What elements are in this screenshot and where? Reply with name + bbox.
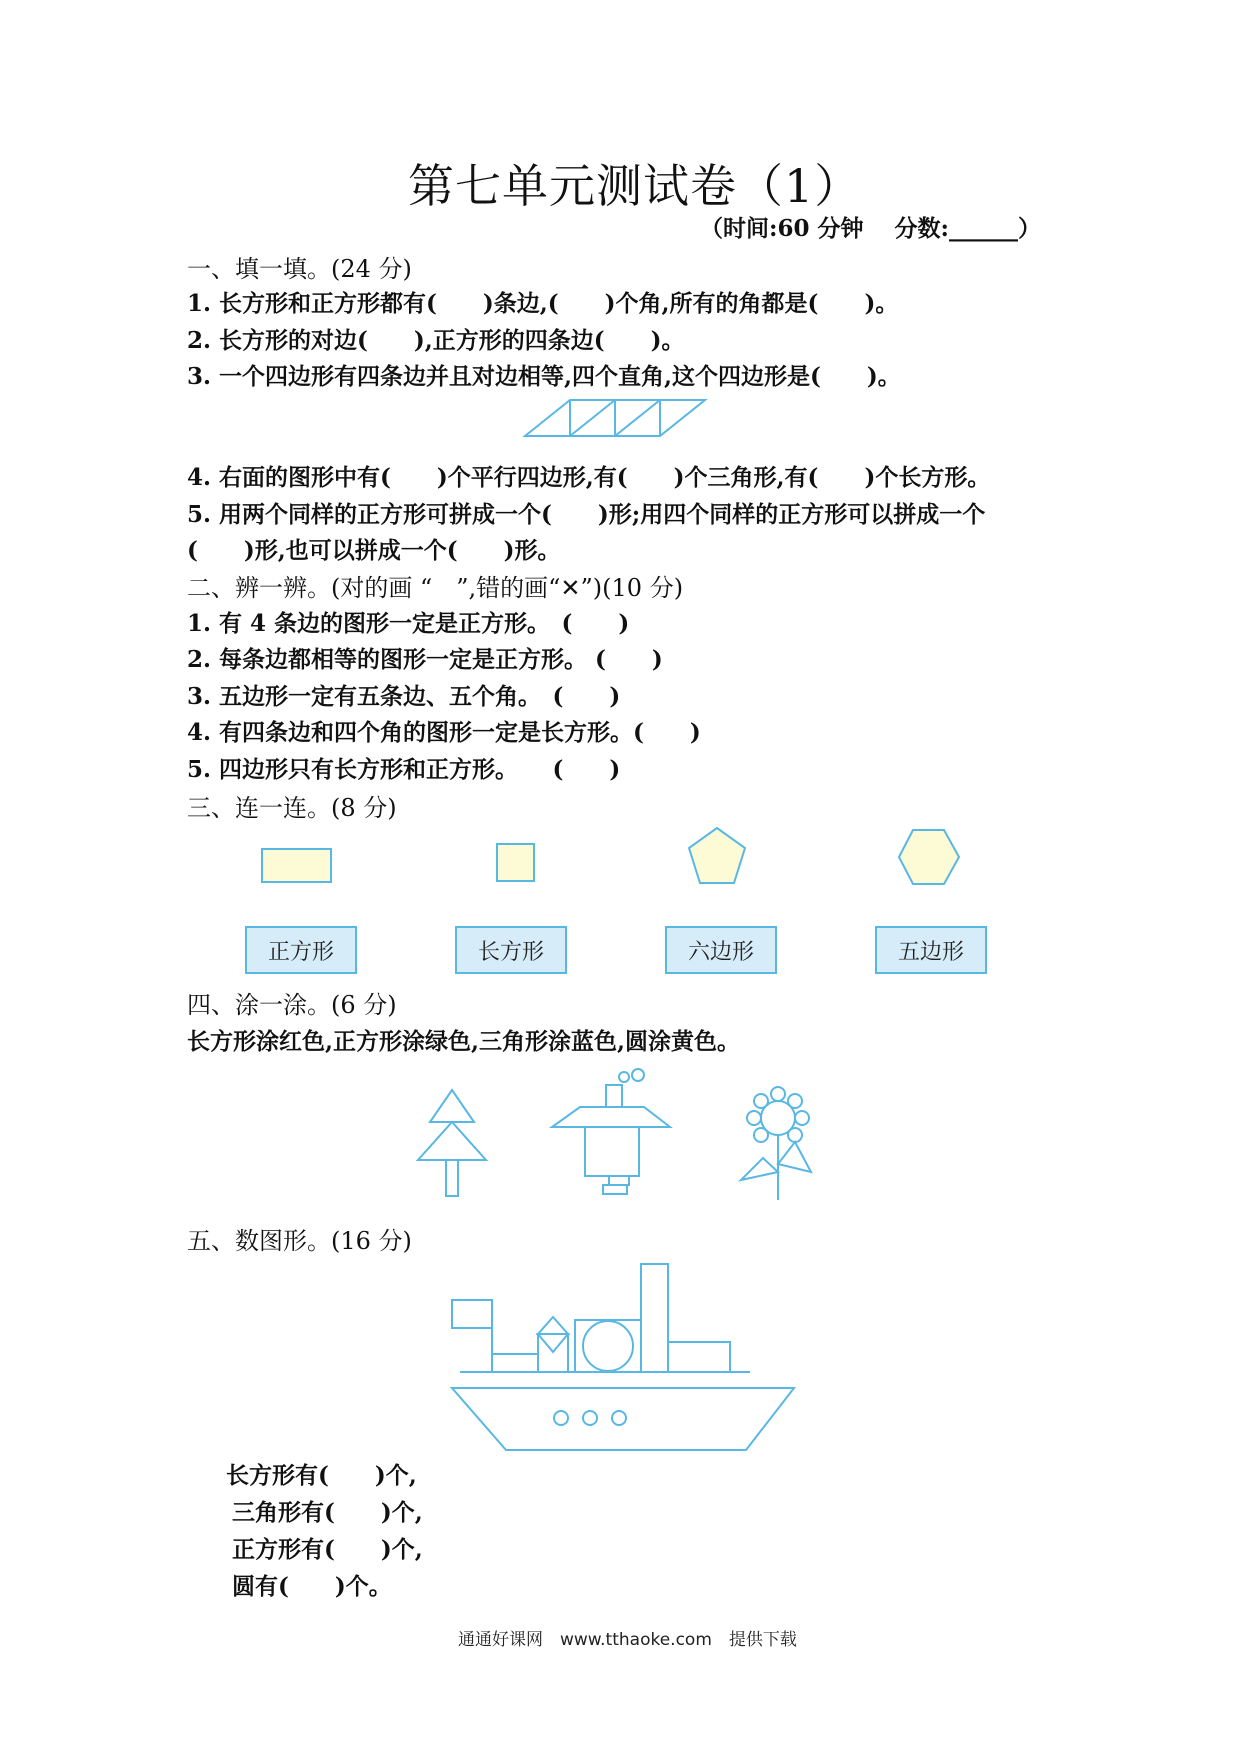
label-square: 正方形 [245, 926, 357, 974]
parallelogram-figure [525, 398, 715, 440]
page-title: 第七单元测试卷（1） [408, 159, 862, 213]
question-1-3: 3. 一个四边形有四条边并且对边相等,四个直角,这个四边形是( )。 [187, 363, 901, 390]
square-shape [496, 843, 536, 883]
judge-item: 4. 有四条边和四个角的图形一定是长方形。( ) [187, 719, 701, 746]
question-1-1: 1. 长方形和正方形都有( )条边,( )个角,所有的角都是( )。 [187, 290, 899, 317]
count-squares: 正方形有( )个, [232, 1536, 423, 1563]
judge-item: 2. 每条边都相等的图形一定是正方形。 ( ) [187, 646, 663, 673]
question-1-5-line2: ( )形,也可以拼成一个( )形。 [187, 537, 561, 564]
section5-heading: 五、数图形。(16 分) [187, 1227, 412, 1255]
judge-item: 5. 四边形只有长方形和正方形。 ( ) [187, 756, 621, 783]
rectangle-shape [261, 848, 333, 884]
hexagon-shape [898, 829, 960, 885]
judge-item: 1. 有 4 条边的图形一定是正方形。 ( ) [187, 610, 630, 637]
label-hexagon: 六边形 [665, 926, 777, 974]
footer-credit: 通通好课网 www.tthaoke.com 提供下载 [458, 1630, 797, 1650]
section1-heading: 一、填一填。(24 分) [187, 255, 412, 283]
question-1-5-line1: 5. 用两个同样的正方形可拼成一个( )形;用四个同样的正方形可以拼成一个 [187, 501, 986, 528]
pentagon-shape [687, 826, 747, 886]
count-circles: 圆有( )个。 [232, 1573, 392, 1600]
label-pentagon: 五边形 [875, 926, 987, 974]
question-1-4: 4. 右面的图形中有( )个平行四边形,有( )个三角形,有( )个长方形。 [187, 464, 991, 491]
time-score-line: （时间:60 分钟 分数:______） [700, 215, 1042, 242]
count-rectangles: 长方形有( )个, [226, 1462, 417, 1489]
section2-heading: 二、辨一辨。(对的画 “ ”,错的画“✕”)(10 分) [187, 574, 684, 602]
judge-item: 3. 五边形一定有五条边、五个角。 ( ) [187, 683, 621, 710]
coloring-instruction: 长方形涂红色,正方形涂绿色,三角形涂蓝色,圆涂黄色。 [187, 1028, 741, 1055]
question-1-2: 2. 长方形的对边( ),正方形的四条边( )。 [187, 327, 685, 354]
section3-heading: 三、连一连。(8 分) [187, 794, 397, 822]
house-figure [550, 1068, 674, 1196]
tree-figure [416, 1088, 488, 1198]
ship-figure [450, 1262, 800, 1462]
flower-figure [735, 1078, 825, 1202]
count-triangles: 三角形有( )个, [232, 1499, 423, 1526]
label-rectangle: 长方形 [455, 926, 567, 974]
section4-heading: 四、涂一涂。(6 分) [187, 991, 397, 1019]
